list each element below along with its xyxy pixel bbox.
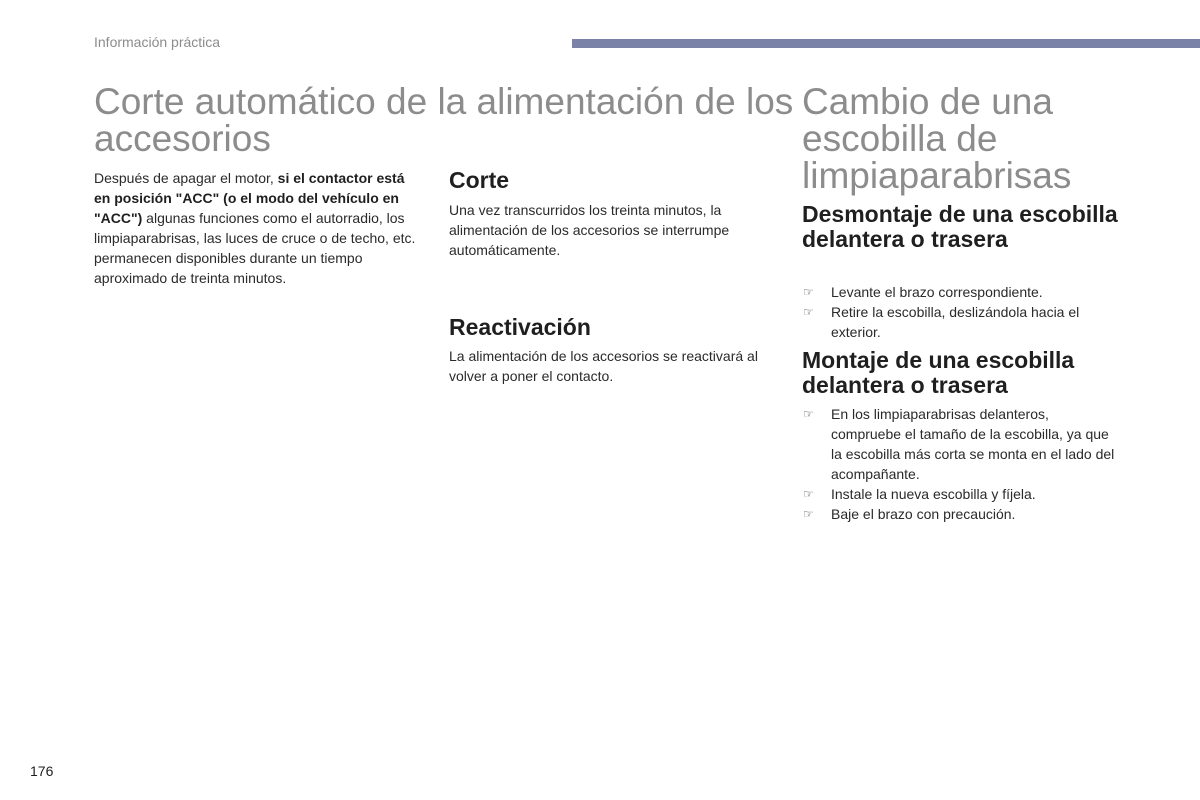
list-item [802, 404, 1120, 484]
pointing-hand-icon: ☞ [803, 507, 814, 521]
montaje-heading: Montaje de una escobilla delantera o trasera [802, 347, 1075, 398]
list-item [802, 302, 1120, 342]
corte-heading: Corte [449, 167, 510, 193]
intro-text-end: algunas funciones como el autorradio, los limpiaparabrisas, las luces de cruce o de techo, etc. permanecen disponibles durante un tiempo aproximado de treinta minutos. [94, 210, 416, 286]
desmontaje-steps [802, 282, 1120, 342]
list-item [802, 282, 1120, 302]
pointing-hand-icon: ☞ [803, 305, 814, 319]
right-title: Cambio de una escobilla de limpiaparabrisas [802, 81, 1072, 196]
list-item [802, 504, 1120, 524]
reactivacion-text: La alimentación de los accesorios se reactivará al volver a poner el contacto. [449, 348, 758, 384]
reactivacion-heading: Reactivación [449, 314, 591, 340]
page-number: 176 [30, 763, 54, 779]
step-text: Instale la nueva escobilla y fíjela. [831, 486, 1036, 502]
step-text: Baje el brazo con precaución. [831, 506, 1016, 522]
intro-bold-text: si el contactor está en posición "ACC" (o el modo del vehículo en "ACC") [94, 170, 405, 226]
pointing-hand-icon: ☞ [803, 285, 814, 299]
list-item [802, 484, 1120, 504]
intro-paragraph [94, 168, 424, 288]
montaje-steps [802, 404, 1120, 524]
section-label: Información práctica [94, 34, 221, 50]
header-bar [572, 39, 1200, 48]
left-title: Corte automático de la alimentación de los accesorios [94, 81, 794, 159]
intro-text-start: Después de apagar el motor, [94, 170, 278, 186]
pointing-hand-icon: ☞ [803, 487, 814, 501]
desmontaje-heading: Desmontaje de una escobilla delantera o trasera [802, 201, 1118, 252]
step-text: Levante el brazo correspondiente. [831, 284, 1043, 300]
step-text: Retire la escobilla, deslizándola hacia el exterior. [831, 304, 1080, 340]
step-text: En los limpiaparabrisas delanteros, compruebe el tamaño de la escobilla, ya que la escobilla más corta se monta en el lado del acompañante. [831, 406, 1115, 482]
corte-text: Una vez transcurridos los treinta minutos, la alimentación de los accesorios se interrumpe automáticamente. [449, 202, 730, 258]
pointing-hand-icon: ☞ [803, 407, 814, 421]
